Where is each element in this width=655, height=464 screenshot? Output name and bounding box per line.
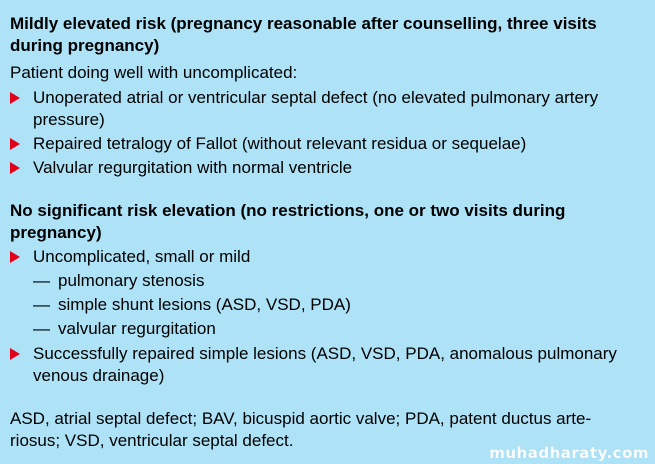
sub-list-item-text: pulmonary stenosis — [58, 271, 205, 290]
triangle-bullet-icon — [10, 92, 20, 104]
triangle-bullet-icon — [10, 138, 20, 150]
list-item-text — [33, 343, 617, 387]
section2-heading-line2: pregnancy) — [10, 223, 102, 242]
dash-mark: — — [33, 295, 50, 314]
list-item-text — [33, 87, 598, 131]
list-item — [10, 157, 650, 179]
list-item — [10, 246, 650, 268]
footnote-line: ASD, atrial septal defect; BAV, bicuspid aortic valve; PDA, patent ductus arte- — [10, 409, 592, 428]
list-item-text — [33, 133, 526, 155]
watermark-logo: muhadharaty.com — [489, 444, 649, 462]
section1-heading-line1: Mildly elevated risk (pregnancy reasonable after counselling, three visits — [10, 14, 597, 33]
section2-heading — [10, 200, 650, 244]
list-item-line: Unoperated atrial or ventricular septal defect (no elevated pulmonary artery — [33, 88, 599, 107]
section1-intro: Patient doing well with uncomplicated: — [10, 63, 298, 82]
sub-list-item — [33, 270, 204, 292]
sub-list-item-text: valvular regurgitation — [58, 319, 216, 338]
dash-mark: — — [33, 271, 50, 290]
list-item-line: Uncomplicated, small or mild — [33, 247, 251, 266]
list-item — [10, 343, 650, 387]
footnote-line: riosus; VSD, ventricular septal defect. — [10, 431, 294, 450]
section1-heading — [10, 13, 650, 57]
list-item-text — [33, 157, 352, 179]
sub-list-item-text: simple shunt lesions (ASD, VSD, PDA) — [58, 295, 351, 314]
triangle-bullet-icon — [10, 251, 20, 263]
list-item-line: venous drainage) — [33, 366, 165, 385]
list-item — [10, 87, 650, 131]
triangle-bullet-icon — [10, 162, 20, 174]
section1-heading-line2: during pregnancy) — [10, 36, 160, 55]
list-item-line: Successfully repaired simple lesions (ASD, VSD, PDA, anomalous pulmonary — [33, 344, 617, 363]
list-item-line: Repaired tetralogy of Fallot (without relevant residua or sequelae) — [33, 134, 527, 153]
list-item-line: pressure) — [33, 110, 105, 129]
triangle-bullet-icon — [10, 348, 20, 360]
sub-list-item — [33, 294, 351, 316]
sub-list-item — [33, 318, 216, 340]
dash-mark: — — [33, 319, 50, 338]
list-item-text — [33, 246, 250, 268]
section2-heading-line1: No significant risk elevation (no restrictions, one or two visits during — [10, 201, 566, 220]
list-item-line: Valvular regurgitation with normal ventricle — [33, 158, 353, 177]
list-item — [10, 133, 650, 155]
